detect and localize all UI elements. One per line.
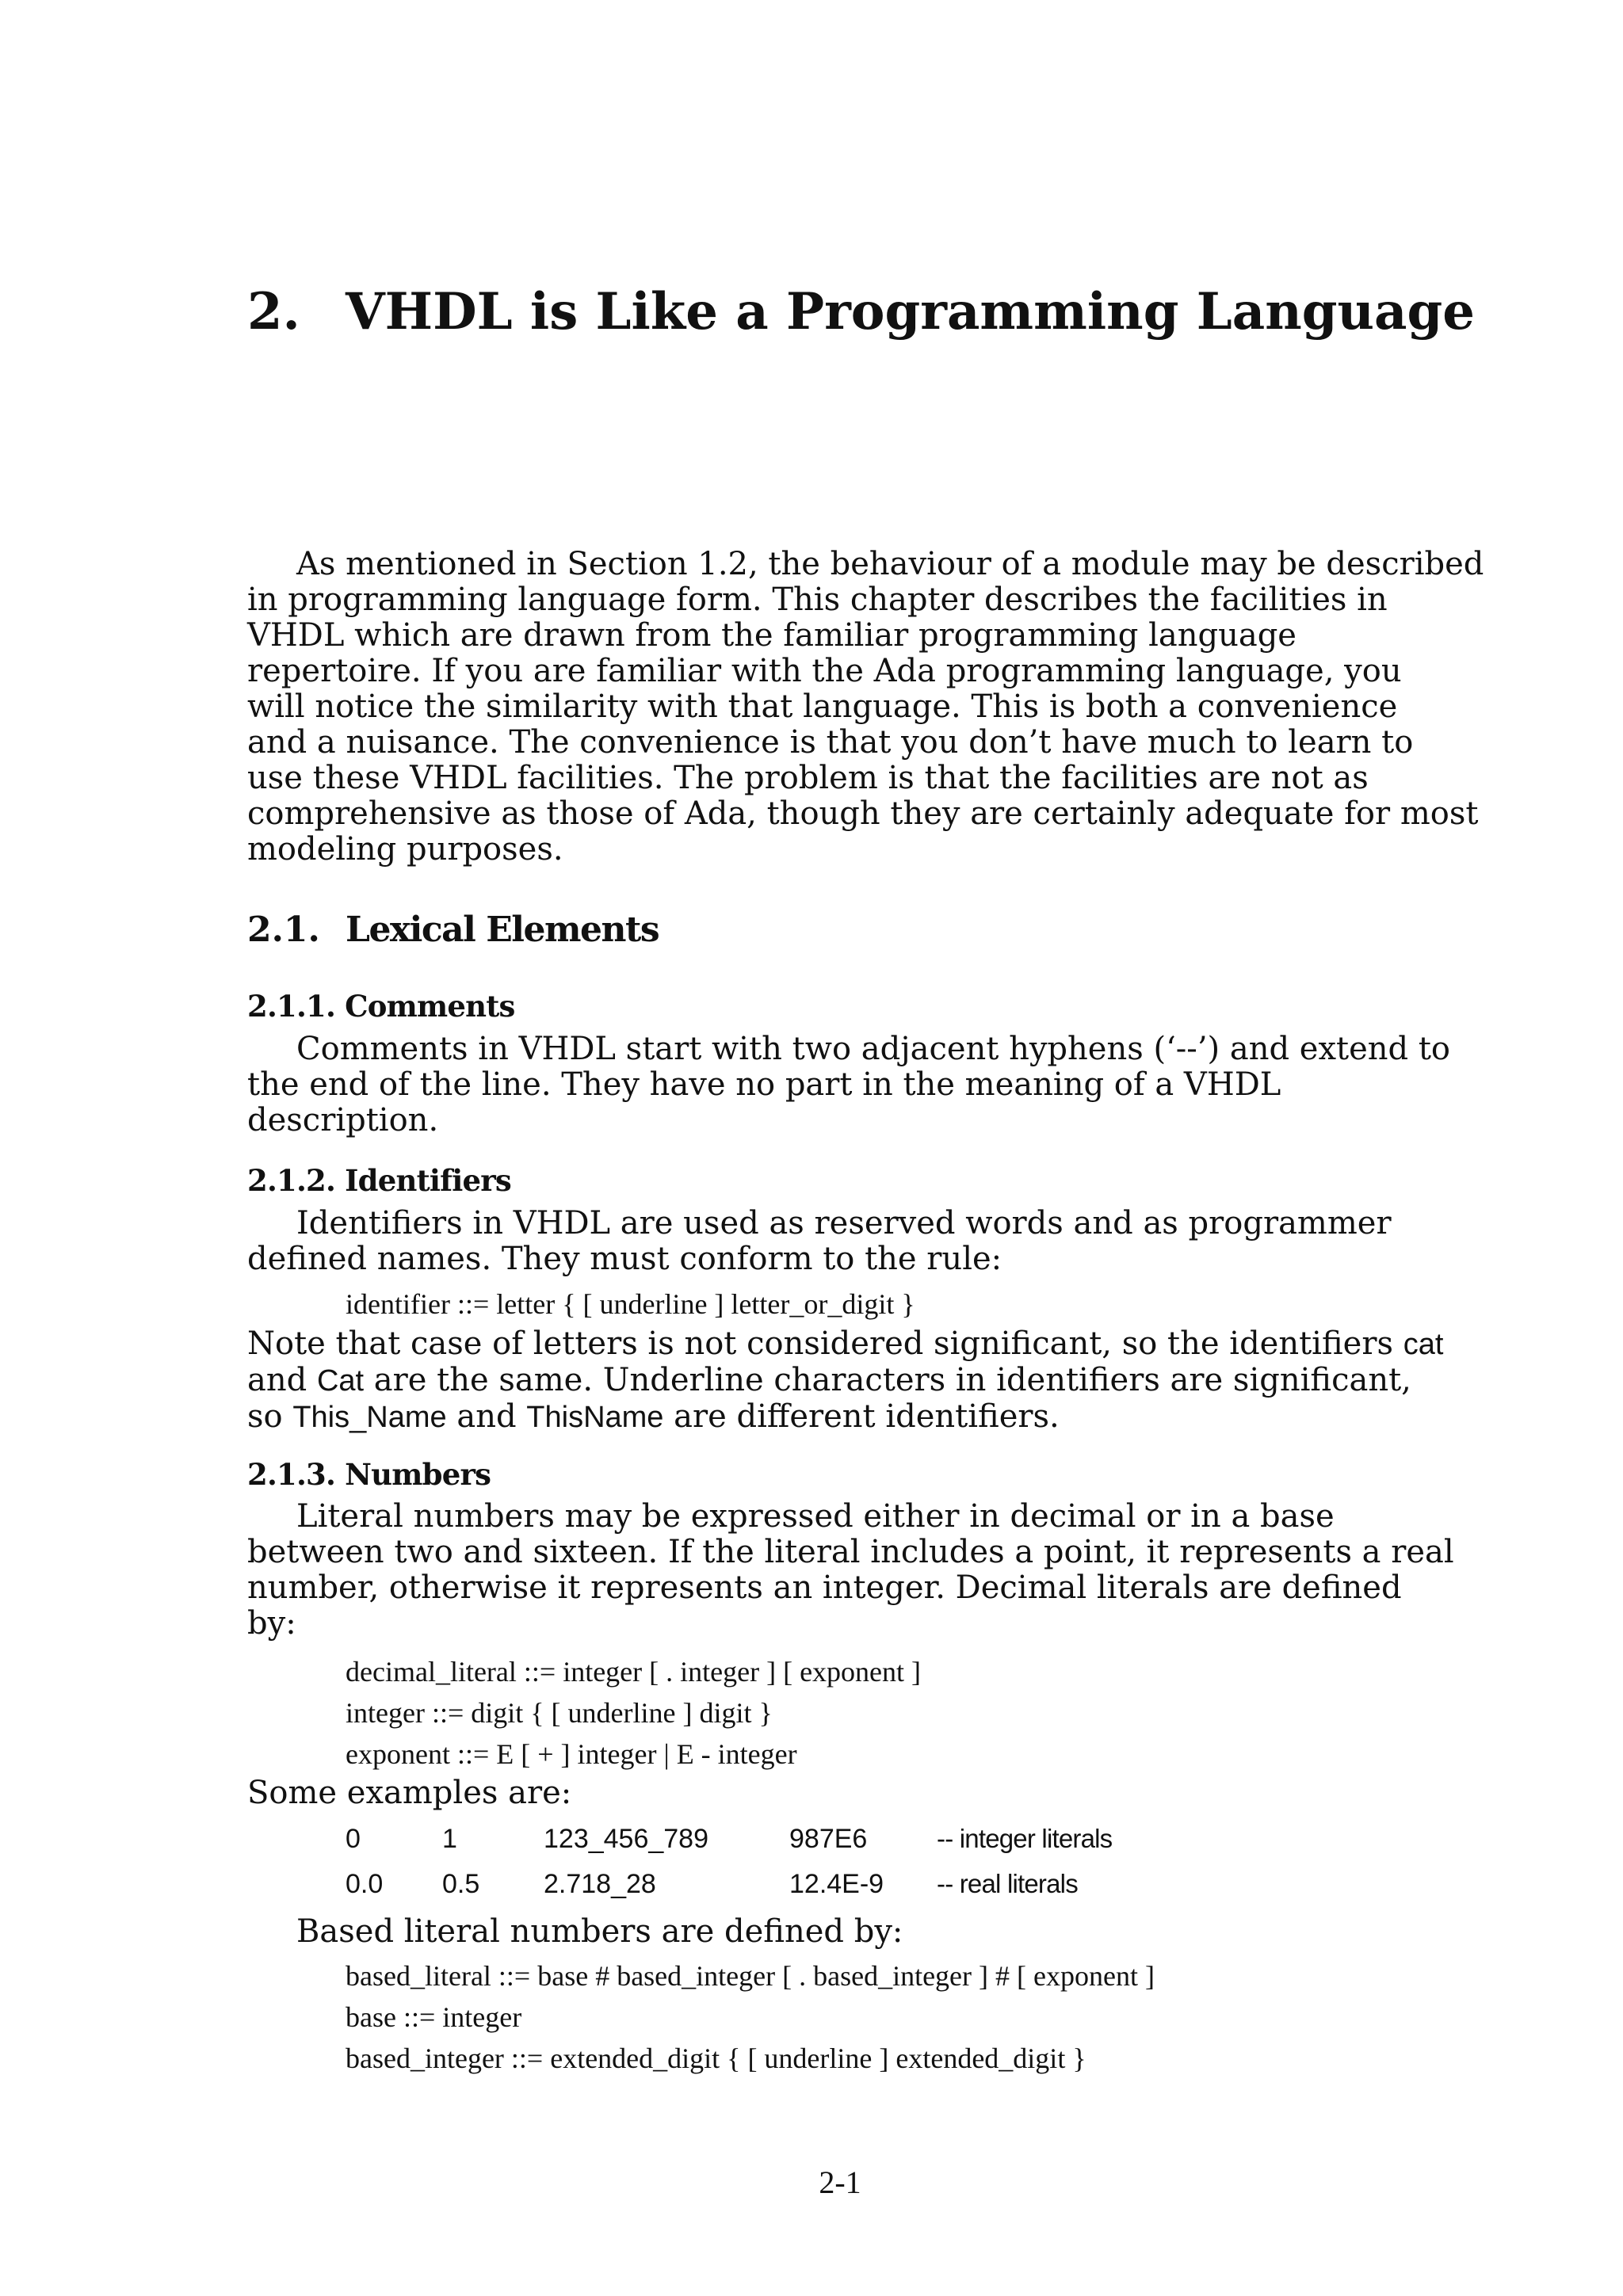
paragraph-line: use these VHDL facilities. The problem is that the facilities are not as <box>247 760 1369 796</box>
identifiers-paragraph <box>247 1206 1452 1277</box>
paragraph-line: As mentioned in Section 1.2, the behaviour of a module may be described <box>296 546 1484 582</box>
paragraph-line: the end of the line. They have no part in the meaning of a VHDL <box>247 1066 1281 1103</box>
paragraph-line: Comments in VHDL start with two adjacent hyphens (‘--’) and extend to <box>296 1031 1450 1067</box>
paragraph-line: description. <box>247 1102 439 1138</box>
based-literal-rule: based_literal ::= base # based_integer [ . based_integer ] # [ exponent ] <box>346 1960 1155 1992</box>
decimal-literal-rule: decimal_literal ::= integer [ . integer ] [ exponent ] <box>346 1656 922 1688</box>
based-integer-rule: based_integer ::= extended_digit { [ underline ] extended_digit } <box>346 2042 1086 2074</box>
note-text: are different identifiers. <box>663 1398 1060 1435</box>
paragraph-line: defined names. They must conform to the rule: <box>247 1241 1002 1277</box>
example-value: 12.4E-9 <box>789 1869 884 1899</box>
note-text: so <box>247 1398 293 1435</box>
integer-rule: integer ::= digit { [ underline ] digit } <box>346 1697 773 1729</box>
example-value: 0.5 <box>442 1869 480 1899</box>
paragraph-line: by: <box>247 1605 296 1642</box>
section-title-text: Lexical Elements <box>346 910 659 950</box>
paragraph-line: number, otherwise it represents an integer. Decimal literals are defined <box>247 1569 1402 1606</box>
based-literal-intro: Based literal numbers are defined by: <box>296 1913 903 1950</box>
code-term: This_Name <box>292 1401 447 1434</box>
paragraph-line <box>247 1399 1452 1436</box>
note-text: and <box>247 1362 317 1398</box>
note-text: are the same. Underline characters in identifiers are significant, <box>364 1362 1411 1398</box>
section-number: 2.1. <box>247 910 320 950</box>
chapter-number: 2. <box>247 282 300 341</box>
paragraph-line: modeling purposes. <box>247 831 563 868</box>
paragraph-line: comprehensive as those of Ada, though they are certainly adequate for most <box>247 795 1479 832</box>
paragraph-line: Literal numbers may be expressed either in decimal or in a base <box>296 1498 1335 1535</box>
example-value: 0.0 <box>346 1869 384 1899</box>
example-comment: -- real literals <box>937 1869 1078 1898</box>
base-rule: base ::= integer <box>346 2001 522 2033</box>
paragraph-line <box>247 1326 1452 1363</box>
paragraph-line: in programming language form. This chapter describes the facilities in <box>247 582 1388 618</box>
identifiers-note <box>247 1326 1452 1436</box>
numbers-paragraph <box>247 1499 1452 1642</box>
subsection-heading-identifiers: 2.1.2. Identifiers <box>247 1163 511 1198</box>
identifier-rule: identifier ::= letter { [ underline ] letter_or_digit } <box>346 1288 915 1320</box>
subsection-heading-comments: 2.1.1. Comments <box>247 989 515 1024</box>
section-heading <box>247 910 659 950</box>
note-text: and <box>446 1398 527 1435</box>
paragraph-line: between two and sixteen. If the literal includes a point, it represents a real <box>247 1534 1454 1570</box>
paragraph-line: will notice the similarity with that language. This is both a convenience <box>247 688 1398 725</box>
example-comment: -- integer literals <box>937 1824 1113 1853</box>
example-value: 2.718_28 <box>544 1869 656 1899</box>
code-term: cat <box>1403 1328 1444 1361</box>
exponent-rule: exponent ::= E [ + ] integer | E - integer <box>346 1738 797 1770</box>
example-value: 0 <box>346 1824 361 1854</box>
intro-paragraph <box>247 546 1484 868</box>
paragraph-line: repertoire. If you are familiar with the Ada programming language, you <box>247 653 1402 689</box>
examples-label: Some examples are: <box>247 1775 572 1811</box>
subsection-heading-numbers: 2.1.3. Numbers <box>247 1457 491 1492</box>
example-value: 123_456_789 <box>544 1824 709 1854</box>
chapter-title <box>247 282 1475 341</box>
chapter-title-text: VHDL is Like a Programming Language <box>346 282 1475 341</box>
paragraph-line: and a nuisance. The convenience is that you don’t have much to learn to <box>247 724 1414 761</box>
paragraph-line: Identifiers in VHDL are used as reserved words and as programmer <box>296 1205 1392 1241</box>
example-value: 1 <box>442 1824 457 1854</box>
page-number: 2-1 <box>819 2164 861 2200</box>
paragraph-line <box>247 1363 1452 1399</box>
comments-paragraph <box>247 1032 1452 1138</box>
code-term: ThisName <box>526 1401 664 1434</box>
example-value: 987E6 <box>789 1824 868 1854</box>
code-term: Cat <box>316 1364 365 1398</box>
note-text: Note that case of letters is not considered significant, so the identifiers <box>247 1325 1403 1362</box>
paragraph-line: VHDL which are drawn from the familiar programming language <box>247 617 1296 654</box>
